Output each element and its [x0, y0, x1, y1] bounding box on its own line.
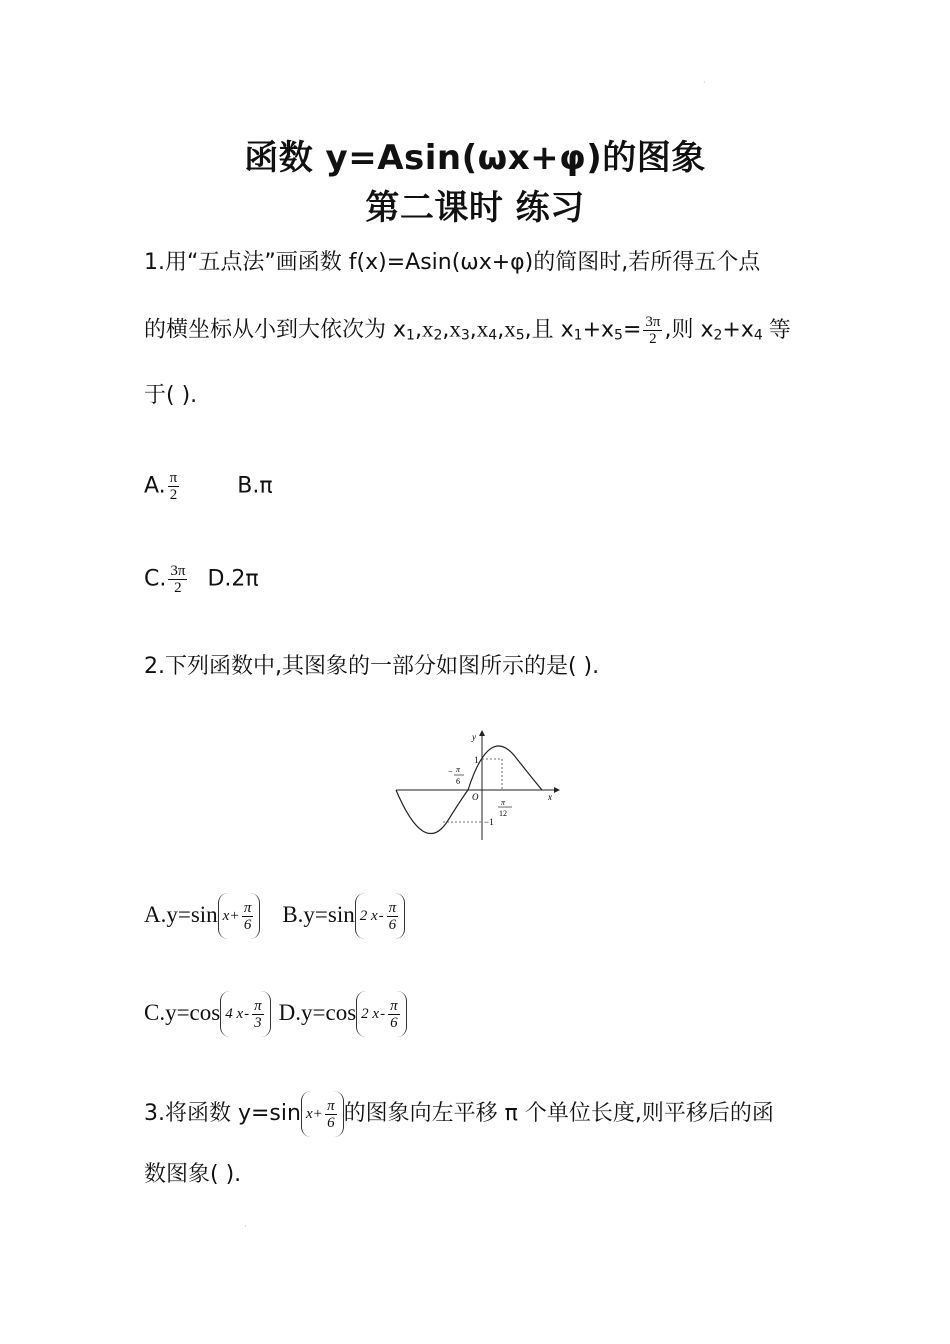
- min-label: −1: [484, 817, 494, 827]
- option-a-label: A.y=sin: [144, 902, 218, 927]
- arg-op: +: [313, 1106, 323, 1122]
- frac-den: 6: [390, 1014, 398, 1031]
- sub: 1: [406, 327, 415, 344]
- x: x: [449, 316, 461, 342]
- arg-x: x: [305, 1106, 313, 1122]
- sub: 5: [515, 327, 525, 344]
- frac-den: 3: [254, 1014, 262, 1031]
- arg-x: x: [222, 908, 230, 924]
- arg-x: 2 x: [359, 908, 378, 924]
- q1-line2: [144, 314, 791, 351]
- frac-num: π: [243, 899, 252, 916]
- q1-options-ab: [144, 470, 273, 503]
- x-axis-arrow: [554, 787, 560, 793]
- q3-arg: [301, 1091, 344, 1137]
- x: x: [421, 316, 434, 342]
- q1-plus: +x: [582, 317, 615, 343]
- q1-then: ,则 x: [664, 317, 714, 343]
- q1-text-3: 于( ).: [144, 383, 198, 408]
- frac-den: 6: [243, 916, 252, 933]
- q2-options-ab: [144, 893, 405, 939]
- option-c-label: C.y=cos: [144, 1000, 221, 1025]
- q2-stem: [144, 652, 599, 682]
- option-b-arg: [355, 893, 405, 939]
- frac-den: 6: [327, 1114, 335, 1131]
- arg-fraction: [388, 998, 400, 1031]
- frac-num: π: [254, 997, 262, 1014]
- option-c-fraction: [168, 563, 187, 596]
- q1-options-cd: [144, 563, 259, 596]
- q3-line1: [144, 1091, 774, 1137]
- sub: 5: [614, 327, 623, 344]
- frac-num: π: [390, 997, 398, 1014]
- sub: 4: [753, 327, 763, 344]
- arg-fraction: [325, 1098, 337, 1131]
- speck: ·: [703, 78, 706, 87]
- option-a-label: A.: [144, 473, 166, 499]
- q3-stem-b: 的图象向左平移 π 个单位长度,则平移后的函: [343, 1101, 774, 1126]
- q1-fraction: [643, 314, 662, 347]
- option-c-arg: [220, 991, 270, 1037]
- max-label: 1: [474, 755, 479, 765]
- frac-num: 3π: [645, 314, 661, 330]
- option-b: B.π: [237, 473, 273, 499]
- option-b-label: B.y=sin: [282, 902, 355, 927]
- frac-den: 2: [649, 331, 657, 347]
- sub: 3: [460, 327, 470, 344]
- arg-fraction: [387, 900, 399, 933]
- frac-den: 6: [388, 916, 397, 933]
- arg-fraction: [242, 900, 254, 933]
- q2-stem-text: 2.下列函数中,其图象的一部分如图所示的是( ).: [144, 654, 600, 679]
- sub: 4: [488, 327, 498, 344]
- q3-text-2: 数图象( ).: [144, 1162, 242, 1187]
- frac-num: π: [327, 1097, 335, 1114]
- option-a-fraction: [168, 470, 180, 503]
- sine-graph: [392, 728, 562, 844]
- arg-x: 4 x: [225, 1006, 244, 1022]
- q3-stem-a: 3.将函数 y=sin: [144, 1101, 301, 1126]
- pi12-den: 12: [499, 809, 507, 818]
- speck: ·: [244, 1222, 247, 1231]
- q1-plus2: +x: [722, 317, 754, 343]
- q1-line3: [144, 381, 197, 411]
- sub: 1: [573, 327, 583, 344]
- q1-deng: 等: [768, 317, 791, 343]
- y-axis-arrow: [479, 730, 485, 736]
- q1-text-2a: 的横坐标从小到大依次为 x: [144, 317, 407, 343]
- x: x: [504, 316, 516, 342]
- q2-options-cd: [144, 991, 407, 1037]
- frac-den: 2: [174, 580, 182, 596]
- frac-num: 3π: [170, 563, 186, 579]
- comma: ,: [442, 317, 450, 343]
- neg-pi-num: π: [456, 765, 461, 774]
- frac-num: π: [388, 899, 397, 916]
- option-a-arg: [218, 893, 261, 939]
- x: x: [476, 316, 489, 342]
- arg-op: -: [380, 1006, 386, 1022]
- title-main: 函数 y=Asin(ωx+φ)的图象: [244, 138, 706, 178]
- q1-and: ,且 x: [524, 317, 574, 343]
- frac-num: π: [169, 470, 178, 486]
- sub: 2: [433, 327, 443, 344]
- q1-line1: [144, 248, 760, 278]
- q3-line2: [144, 1160, 241, 1190]
- sub: 2: [713, 327, 723, 344]
- neg-pi-den: 6: [456, 777, 460, 786]
- option-c-label: C.: [144, 566, 167, 592]
- option-d: D.2π: [207, 566, 259, 592]
- title-sub: 第二课时 练习: [365, 188, 585, 228]
- arg-fraction: [252, 998, 264, 1031]
- neg-sign: −: [448, 767, 453, 776]
- q1-text-1: 1.用“五点法”画函数 f(x)=Asin(ωx+φ)的简图时,若所得五个点: [144, 250, 761, 275]
- q1-eq: =: [622, 317, 642, 343]
- comma: ,: [497, 317, 505, 343]
- origin-label: O: [472, 792, 479, 802]
- comma: ,: [414, 317, 422, 343]
- arg-x: 2 x: [361, 1006, 380, 1022]
- pi12-num: π: [501, 798, 506, 807]
- option-d-label: D.y=cos: [278, 1000, 357, 1025]
- y-label: y: [472, 732, 476, 742]
- option-d-arg: [356, 991, 406, 1037]
- x-label: x: [548, 792, 552, 802]
- arg-op: +: [230, 908, 239, 924]
- comma: ,: [469, 317, 477, 343]
- arg-op: -: [378, 908, 384, 924]
- arg-op: -: [244, 1006, 250, 1022]
- frac-den: 2: [169, 487, 178, 503]
